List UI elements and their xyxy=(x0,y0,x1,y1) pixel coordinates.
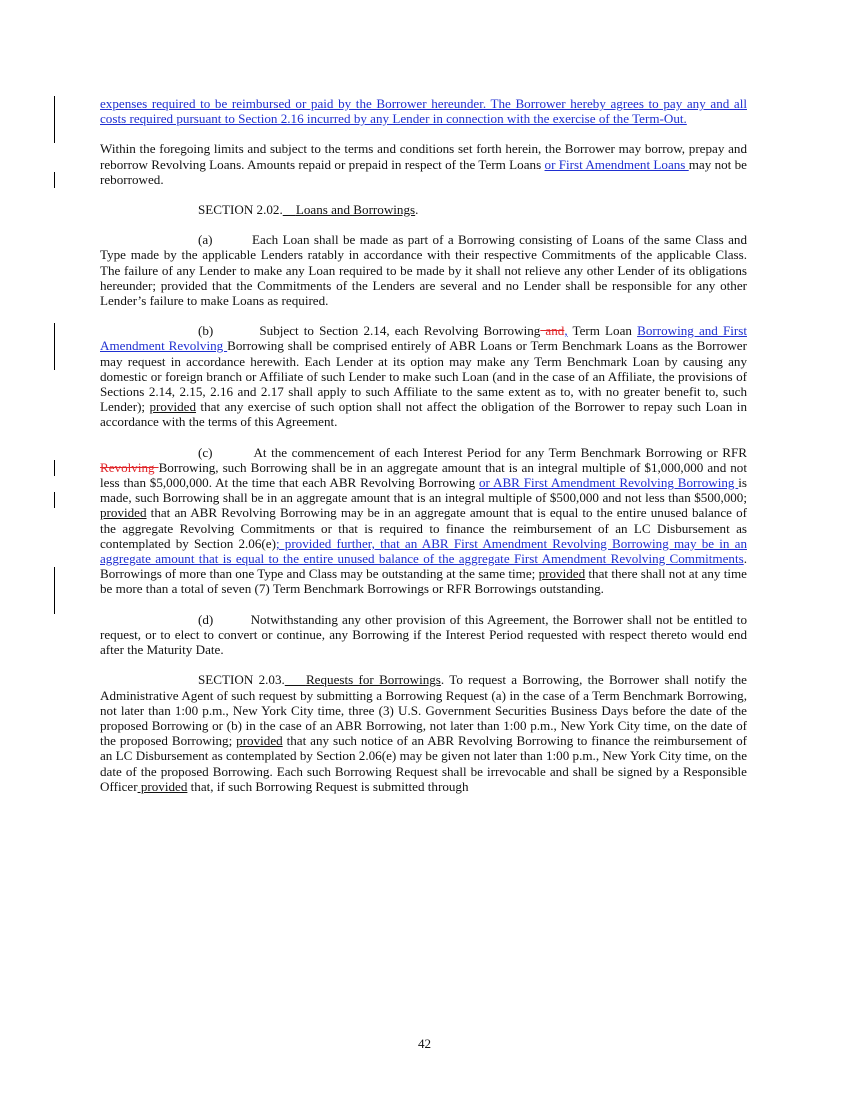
inserted-text: , xyxy=(564,323,568,339)
page-number: 42 xyxy=(417,1036,432,1051)
inserted-text: Borrowing and First Amendment Revolving xyxy=(100,323,747,354)
change-bar xyxy=(54,172,55,188)
inserted-text: or First Amendment Loans xyxy=(544,156,689,172)
paragraph-term-out xyxy=(100,96,747,126)
change-bar xyxy=(54,323,55,370)
change-bar xyxy=(54,567,55,614)
change-bar xyxy=(54,96,55,143)
document-page xyxy=(100,96,747,809)
paragraph-c: (c) At the commencement of each Interest Period for any Term Benchmark Borrowing or RFR Revolving Borrowing, such Borrowing shall be in an aggregate amount that is an integral multiple of $1,000,000 and not less than $5,000,000. At the time that each ABR Revolving Borrowing or ABR First Amendment Revolving Borrowing is made, such Borrowing shall be in an aggregate amount that is an integral multiple of $500,000 and not less than $500,000; provided that an ABR Revolving Borrowing may be in an aggregate amount that is equal to the entire unused balance of the aggregate Revolving Commitments or that is required to finance the reimbursement of an LC Disbursement as contemplated by Section 2.06(e); provided further, that an ABR First Amendment Revolving Borrowing may be in an aggregate amount that is equal to the entire unused balance of the aggregate First Amendment Revolving Commitments. Borrowings of more than one Type and Class may be outstanding at the same time; provided that there shall not at any time be more than a total of seven (7) Term Benchmark Borrowings or RFR Borrowings outstanding. xyxy=(100,445,747,597)
section-2-03: SECTION 2.03. Requests for Borrowings. To request a Borrowing, the Borrower shall notify the Administrative Agent of such request by submitting a Borrowing Request (a) in the case of a Term Benchmark Borrowing, not later than 1:00 p.m., New York City time, three (3) U.S. Government Securities Business Days before the date of the proposed Borrowing or (b) in the case of an ABR Borrowing, not later than 1:00 p.m., New York City time, on the date of the proposed Borrowing; provided that any such notice of an ABR Revolving Borrowing to finance the reimbursement of an LC Disbursement as contemplated by Section 2.06(e) may be given not later than 1:00 p.m., New York City time, on the date of the proposed Borrowing. Each such Borrowing Request shall be irrevocable and shall be signed by a Responsible Officer provided that, if such Borrowing Request is submitted through xyxy=(100,672,747,794)
deleted-text: Revolving xyxy=(100,459,159,475)
deleted-text: and xyxy=(540,323,565,339)
paragraph-a: (a) Each Loan shall be made as part of a Borrowing consisting of Loans of the same Class and Type made by the applicable Lenders ratably in accordance with their respective Commitments of the applicable Class. The failure of any Lender to make any Loan required to be made by it shall not relieve any other Lender of its obligations hereunder; provided that the Commitments of the Lenders are several and no Lender shall be responsible for any other Lender’s failure to make Loans as required. xyxy=(100,232,747,309)
inserted-text: expenses required to be reimbursed or paid by the Borrower hereunder. The Borrower hereby agrees to pay any and all costs required pursuant to Section 2.16 incurred by any Lender in connection with the exercise of the Term-Out. xyxy=(100,96,747,127)
section-2-02-heading: SECTION 2.02. Loans and Borrowings. xyxy=(198,202,419,218)
paragraph-b: (b) Subject to Section 2.14, each Revolving Borrowing and, Term Loan Borrowing and First Amendment Revolving Borrowing shall be comprised entirely of ABR Loans or Term Benchmark Loans as the Borrower may request in accordance herewith. Each Lender at its option may make any Term Benchmark Loan by causing any domestic or foreign branch or Affiliate of such Lender to make such Loan (and in the case of an Affiliate, the provisions of Sections 2.14, 2.15, 2.16 and 2.17 shall apply to such Affiliate to the same extent as to, with no greater benefit to, such Lender); provided that any exercise of such option shall not affect the obligation of the Borrower to repay such Loan in accordance with the terms of this Agreement. xyxy=(100,323,747,429)
paragraph-reborrow: Within the foregoing limits and subject to the terms and conditions set forth herein, the Borrower may borrow, prepay and reborrow Revolving Loans. Amounts repaid or prepaid in respect of the Term Loans or First Amendment Loans may not be reborrowed. xyxy=(100,141,747,187)
paragraph-d: (d) Notwithstanding any other provision of this Agreement, the Borrower shall not be entitled to request, or to elect to convert or continue, any Borrowing if the Interest Period requested with respect thereto would end after the Maturity Date. xyxy=(100,611,747,658)
change-bar xyxy=(54,492,55,508)
change-bar xyxy=(54,460,55,476)
inserted-text: ; provided further, that an ABR First Amendment Revolving Borrowing may be in an aggregate amount that is equal to the entire unused balance of the aggregate First Amendment Revolving Commitments xyxy=(100,535,747,567)
inserted-text: or ABR First Amendment Revolving Borrowing xyxy=(479,475,739,491)
